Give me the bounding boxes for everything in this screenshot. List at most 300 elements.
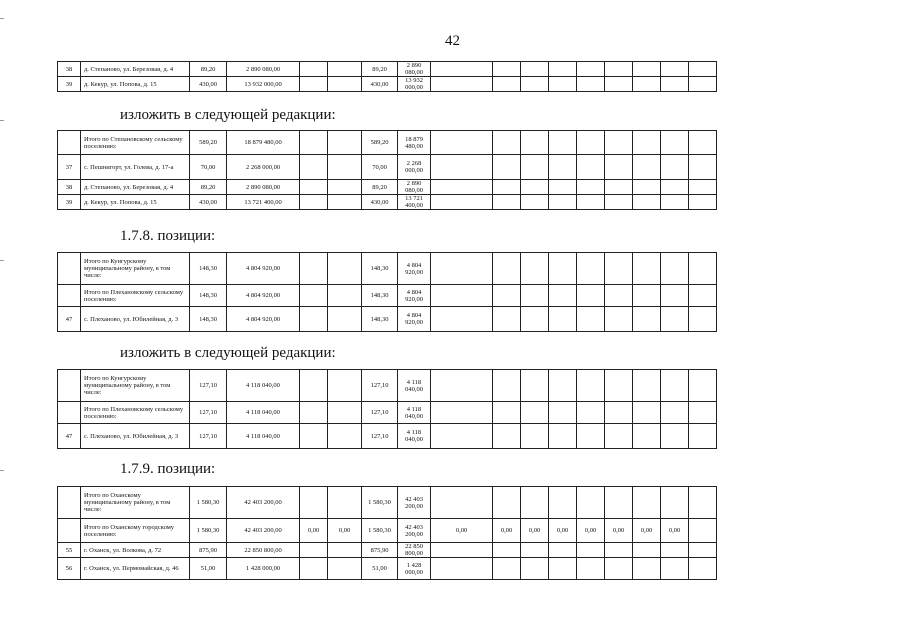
row-number-cell — [58, 253, 81, 285]
value-cell — [493, 180, 521, 195]
empty-cell — [689, 402, 717, 424]
empty-cell — [689, 62, 717, 77]
cost-cell: 2 890 080,00 — [227, 180, 300, 195]
cost-cell: 13 932 000,00 — [398, 77, 431, 92]
area-cell: 89,20 — [190, 62, 227, 77]
value-cell — [605, 253, 633, 285]
row-number-cell — [58, 131, 81, 155]
table-body — [58, 487, 783, 580]
section-heading: изложить в следующей редакции: — [120, 107, 336, 123]
cost-cell: 4 804 920,00 — [398, 253, 431, 285]
table-row — [58, 424, 783, 449]
cost-cell: 2 268 000,00 — [227, 155, 300, 180]
value-cell — [661, 370, 689, 402]
empty-cell — [689, 253, 717, 285]
value-cell: 0,00 — [300, 519, 328, 543]
address-cell: г. Оханск, ул. Пермомайская, д. 46 — [81, 558, 190, 580]
value-cell — [431, 155, 493, 180]
value-cell — [661, 487, 689, 519]
value-cell — [493, 543, 521, 558]
value-cell — [661, 558, 689, 580]
value-cell — [521, 487, 549, 519]
address-cell: д. Степаново, ул. Березовая, д. 4 — [81, 180, 190, 195]
value-cell — [633, 180, 661, 195]
value-cell — [300, 370, 328, 402]
value-cell — [300, 487, 328, 519]
value-cell — [661, 285, 689, 307]
table-row — [58, 402, 783, 424]
value-cell: 0,00 — [328, 519, 362, 543]
row-number-cell — [58, 487, 81, 519]
value-cell — [577, 402, 605, 424]
address-cell: Итого по Оханскому муниципальному району, в том числе: — [81, 487, 190, 519]
cost-cell: 22 850 800,00 — [398, 543, 431, 558]
value-cell — [549, 307, 577, 332]
value-cell — [521, 62, 549, 77]
value-cell — [577, 131, 605, 155]
value-cell — [577, 424, 605, 449]
value-cell — [300, 77, 328, 92]
table-row — [58, 195, 783, 210]
value-cell — [493, 62, 521, 77]
value-cell — [549, 558, 577, 580]
value-cell — [661, 180, 689, 195]
value-cell — [328, 402, 362, 424]
value-cell — [605, 370, 633, 402]
value-cell — [633, 487, 661, 519]
value-cell — [605, 285, 633, 307]
address-cell: с. Плеханово, ул. Юбилейная, д. 3 — [81, 307, 190, 332]
value-cell — [605, 131, 633, 155]
cost-cell: 2 890 080,00 — [398, 180, 431, 195]
value-cell — [549, 180, 577, 195]
value-cell — [328, 285, 362, 307]
value-cell — [300, 402, 328, 424]
table-body — [58, 131, 783, 210]
empty-cell — [689, 77, 717, 92]
value-cell — [328, 155, 362, 180]
area-cell: 1 580,30 — [190, 519, 227, 543]
value-cell — [605, 195, 633, 210]
cost-cell: 18 879 480,00 — [398, 131, 431, 155]
area-cell: 875,90 — [190, 543, 227, 558]
value-cell — [633, 195, 661, 210]
table-row — [58, 307, 783, 332]
value-cell — [431, 307, 493, 332]
area-cell: 430,00 — [190, 195, 227, 210]
table-body — [58, 370, 783, 449]
value-cell — [605, 155, 633, 180]
value-cell — [549, 253, 577, 285]
value-cell — [661, 402, 689, 424]
value-cell — [521, 370, 549, 402]
row-number-cell: 47 — [58, 424, 81, 449]
value-cell — [661, 424, 689, 449]
value-cell — [549, 131, 577, 155]
row-number-cell — [58, 519, 81, 543]
cost-cell: 1 428 000,00 — [227, 558, 300, 580]
value-cell — [493, 77, 521, 92]
table-row — [58, 543, 783, 558]
value-cell — [605, 558, 633, 580]
table-1-7-8-new — [57, 369, 783, 449]
value-cell — [328, 131, 362, 155]
value-cell — [300, 62, 328, 77]
value-cell — [577, 285, 605, 307]
value-cell — [328, 195, 362, 210]
value-cell — [549, 424, 577, 449]
page-number: 42 — [445, 33, 460, 49]
value-cell — [493, 487, 521, 519]
area-cell: 148,30 — [362, 253, 398, 285]
value-cell — [521, 424, 549, 449]
cost-cell: 2 890 080,00 — [227, 62, 300, 77]
value-cell — [661, 307, 689, 332]
area-cell: 430,00 — [190, 77, 227, 92]
row-number-cell: 37 — [58, 155, 81, 180]
area-cell: 148,30 — [190, 307, 227, 332]
area-cell: 148,30 — [190, 253, 227, 285]
value-cell — [577, 195, 605, 210]
area-cell: 51,00 — [362, 558, 398, 580]
empty-cell — [689, 543, 717, 558]
address-cell: Итого по Оханскому городскому поселению: — [81, 519, 190, 543]
table-row — [58, 131, 783, 155]
cost-cell: 4 118 040,00 — [398, 402, 431, 424]
value-cell — [328, 424, 362, 449]
value-cell — [300, 195, 328, 210]
value-cell — [521, 155, 549, 180]
value-cell — [605, 487, 633, 519]
section-heading: 1.7.8. позиции: — [120, 228, 216, 244]
value-cell — [431, 370, 493, 402]
cost-cell: 4 118 040,00 — [227, 370, 300, 402]
table-row — [58, 253, 783, 285]
value-cell — [577, 543, 605, 558]
value-cell — [605, 543, 633, 558]
value-cell — [605, 424, 633, 449]
area-cell: 127,10 — [190, 424, 227, 449]
value-cell: 0,00 — [633, 519, 661, 543]
value-cell — [328, 62, 362, 77]
value-cell — [328, 307, 362, 332]
value-cell — [431, 424, 493, 449]
empty-cell — [689, 370, 717, 402]
value-cell: 0,00 — [493, 519, 521, 543]
value-cell — [605, 180, 633, 195]
value-cell — [549, 62, 577, 77]
value-cell — [493, 155, 521, 180]
value-cell: 0,00 — [661, 519, 689, 543]
value-cell — [493, 195, 521, 210]
cost-cell: 42 403 200,00 — [398, 519, 431, 543]
area-cell: 127,10 — [190, 370, 227, 402]
value-cell — [300, 307, 328, 332]
row-number-cell: 39 — [58, 195, 81, 210]
value-cell — [521, 77, 549, 92]
value-cell — [661, 543, 689, 558]
value-cell — [577, 307, 605, 332]
address-cell: д. Кекур, ул. Попова, д. 15 — [81, 77, 190, 92]
area-cell: 127,10 — [362, 424, 398, 449]
value-cell — [661, 195, 689, 210]
value-cell — [549, 370, 577, 402]
area-cell: 148,30 — [362, 285, 398, 307]
area-cell: 51,00 — [190, 558, 227, 580]
value-cell — [328, 180, 362, 195]
empty-cell — [689, 285, 717, 307]
value-cell — [577, 558, 605, 580]
value-cell — [300, 131, 328, 155]
value-cell — [431, 285, 493, 307]
area-cell: 430,00 — [362, 77, 398, 92]
empty-cell — [689, 131, 717, 155]
area-cell: 589,20 — [362, 131, 398, 155]
value-cell — [493, 402, 521, 424]
empty-cell — [689, 487, 717, 519]
cost-cell: 2 268 000,00 — [398, 155, 431, 180]
value-cell — [549, 543, 577, 558]
row-number-cell: 55 — [58, 543, 81, 558]
table-row — [58, 77, 783, 92]
value-cell — [633, 558, 661, 580]
cost-cell: 18 879 480,00 — [227, 131, 300, 155]
cost-cell: 42 403 200,00 — [227, 487, 300, 519]
area-cell: 89,20 — [362, 180, 398, 195]
value-cell — [300, 285, 328, 307]
cost-cell: 4 804 920,00 — [227, 307, 300, 332]
cost-cell: 13 721 400,00 — [227, 195, 300, 210]
area-cell: 148,30 — [362, 307, 398, 332]
value-cell: 0,00 — [605, 519, 633, 543]
value-cell — [633, 77, 661, 92]
address-cell: Итого по Степановскому сельскому поселению: — [81, 131, 190, 155]
value-cell — [521, 253, 549, 285]
value-cell — [633, 131, 661, 155]
value-cell — [633, 285, 661, 307]
value-cell — [431, 253, 493, 285]
value-cell — [633, 253, 661, 285]
value-cell — [300, 558, 328, 580]
address-cell: с. Плеханово, ул. Юбилейная, д. 3 — [81, 424, 190, 449]
value-cell — [300, 543, 328, 558]
value-cell — [577, 487, 605, 519]
empty-cell — [689, 195, 717, 210]
value-cell — [577, 180, 605, 195]
cost-cell: 1 428 000,00 — [398, 558, 431, 580]
value-cell — [493, 370, 521, 402]
table-row — [58, 487, 783, 519]
value-cell — [493, 558, 521, 580]
area-cell: 127,10 — [362, 402, 398, 424]
table-row — [58, 155, 783, 180]
empty-cell — [689, 180, 717, 195]
cost-cell: 4 118 040,00 — [398, 424, 431, 449]
value-cell — [633, 543, 661, 558]
table-1-7-8-old — [57, 252, 783, 332]
value-cell — [521, 543, 549, 558]
value-cell — [605, 62, 633, 77]
value-cell — [431, 62, 493, 77]
cost-cell: 42 403 200,00 — [398, 487, 431, 519]
value-cell — [633, 155, 661, 180]
value-cell — [549, 195, 577, 210]
empty-cell — [689, 155, 717, 180]
address-cell: Итого по Кунгурскому муниципальному району, в том числе: — [81, 370, 190, 402]
value-cell — [431, 487, 493, 519]
value-cell — [521, 558, 549, 580]
value-cell — [549, 77, 577, 92]
value-cell — [521, 195, 549, 210]
table-row — [58, 370, 783, 402]
value-cell — [328, 370, 362, 402]
value-cell — [521, 285, 549, 307]
empty-cell — [689, 558, 717, 580]
table-body — [58, 62, 783, 92]
value-cell — [521, 180, 549, 195]
row-number-cell — [58, 402, 81, 424]
value-cell — [431, 195, 493, 210]
value-cell — [549, 155, 577, 180]
value-cell — [431, 180, 493, 195]
value-cell — [328, 558, 362, 580]
value-cell — [605, 77, 633, 92]
address-cell: д. Кекур, ул. Попова, д. 15 — [81, 195, 190, 210]
address-cell: Итого по Кунгурскому муниципальному району, в том числе: — [81, 253, 190, 285]
address-cell: с. Пешнигорт, ул. Голева, д. 17-а — [81, 155, 190, 180]
row-number-cell — [58, 370, 81, 402]
table-row — [58, 180, 783, 195]
area-cell: 1 580,30 — [362, 487, 398, 519]
value-cell — [661, 62, 689, 77]
value-cell — [633, 62, 661, 77]
area-cell: 127,10 — [362, 370, 398, 402]
value-cell — [633, 424, 661, 449]
table-row — [58, 519, 783, 543]
cost-cell: 4 118 040,00 — [227, 424, 300, 449]
value-cell — [300, 253, 328, 285]
value-cell — [493, 307, 521, 332]
value-cell — [521, 307, 549, 332]
value-cell — [577, 253, 605, 285]
row-number-cell: 38 — [58, 180, 81, 195]
cost-cell: 22 850 800,00 — [227, 543, 300, 558]
table-row — [58, 62, 783, 77]
area-cell: 1 580,30 — [190, 487, 227, 519]
value-cell — [521, 131, 549, 155]
cost-cell: 13 932 000,00 — [227, 77, 300, 92]
address-cell: Итого по Плехановскому сельскому поселению: — [81, 285, 190, 307]
table-1-7-7-old — [57, 61, 783, 92]
value-cell — [661, 155, 689, 180]
value-cell — [328, 543, 362, 558]
value-cell — [577, 370, 605, 402]
area-cell: 70,00 — [190, 155, 227, 180]
address-cell: д. Степаново, ул. Березовая, д. 4 — [81, 62, 190, 77]
area-cell: 430,00 — [362, 195, 398, 210]
value-cell — [549, 487, 577, 519]
value-cell — [577, 62, 605, 77]
section-heading: 1.7.9. позиции: — [120, 461, 216, 477]
value-cell — [633, 370, 661, 402]
address-cell: Итого по Плехановскому сельскому поселению: — [81, 402, 190, 424]
area-cell: 127,10 — [190, 402, 227, 424]
cost-cell: 4 804 920,00 — [227, 285, 300, 307]
value-cell — [661, 77, 689, 92]
area-cell: 89,20 — [190, 180, 227, 195]
table-row — [58, 285, 783, 307]
value-cell: 0,00 — [431, 519, 493, 543]
cost-cell: 4 804 920,00 — [227, 253, 300, 285]
area-cell: 148,30 — [190, 285, 227, 307]
cost-cell: 13 721 400,00 — [398, 195, 431, 210]
empty-cell — [689, 307, 717, 332]
area-cell: 1 580,30 — [362, 519, 398, 543]
value-cell — [661, 131, 689, 155]
cost-cell: 4 118 040,00 — [227, 402, 300, 424]
value-cell — [328, 487, 362, 519]
value-cell — [521, 402, 549, 424]
value-cell — [577, 155, 605, 180]
value-cell — [493, 253, 521, 285]
cost-cell: 4 804 920,00 — [398, 307, 431, 332]
cost-cell: 4 804 920,00 — [398, 285, 431, 307]
row-number-cell: 38 — [58, 62, 81, 77]
value-cell — [661, 253, 689, 285]
value-cell — [549, 285, 577, 307]
row-number-cell — [58, 285, 81, 307]
value-cell — [431, 77, 493, 92]
cost-cell: 4 118 040,00 — [398, 370, 431, 402]
value-cell — [493, 131, 521, 155]
table-1-7-9-old — [57, 486, 783, 580]
value-cell — [300, 155, 328, 180]
value-cell — [328, 77, 362, 92]
empty-cell — [689, 424, 717, 449]
section-heading: изложить в следующей редакции: — [120, 345, 336, 361]
value-cell — [605, 402, 633, 424]
value-cell — [605, 307, 633, 332]
value-cell: 0,00 — [577, 519, 605, 543]
empty-cell — [689, 519, 717, 543]
value-cell — [328, 253, 362, 285]
row-number-cell: 39 — [58, 77, 81, 92]
value-cell — [431, 558, 493, 580]
value-cell — [431, 402, 493, 424]
value-cell — [633, 402, 661, 424]
row-number-cell: 56 — [58, 558, 81, 580]
table-row — [58, 558, 783, 580]
value-cell — [549, 402, 577, 424]
value-cell — [431, 131, 493, 155]
area-cell: 89,20 — [362, 62, 398, 77]
cost-cell: 2 890 080,00 — [398, 62, 431, 77]
value-cell — [577, 77, 605, 92]
area-cell: 589,20 — [190, 131, 227, 155]
table-1-7-7-new — [57, 130, 783, 210]
value-cell — [300, 180, 328, 195]
value-cell — [493, 285, 521, 307]
value-cell: 0,00 — [521, 519, 549, 543]
area-cell: 70,00 — [362, 155, 398, 180]
address-cell: г. Оханск, ул. Волкова, д. 72 — [81, 543, 190, 558]
value-cell — [633, 307, 661, 332]
value-cell: 0,00 — [549, 519, 577, 543]
row-number-cell: 47 — [58, 307, 81, 332]
value-cell — [493, 424, 521, 449]
table-body — [58, 253, 783, 332]
area-cell: 875,90 — [362, 543, 398, 558]
